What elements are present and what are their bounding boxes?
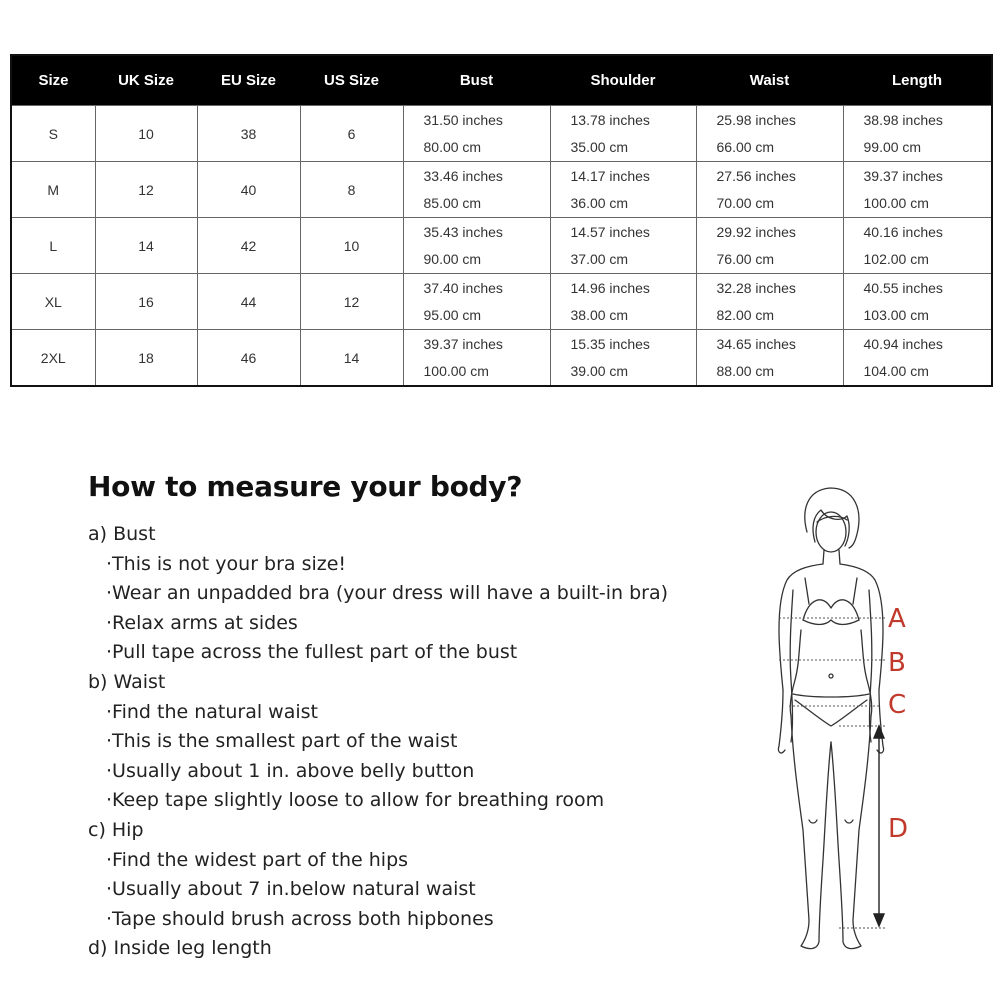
waist-inches: 34.65 inches <box>716 335 796 352</box>
guide-tip: ·Relax arms at sides <box>106 611 298 634</box>
shoulder-cm: 36.00 cm <box>570 195 629 212</box>
guide-title: How to measure your body? <box>88 470 523 503</box>
bust-inches: 33.46 inches <box>423 167 503 184</box>
guide-heading-bust: a) Bust <box>88 523 156 545</box>
waist-cell <box>696 274 843 330</box>
shoulder-inches: 15.35 inches <box>570 335 650 352</box>
bust-cell <box>403 274 550 330</box>
eu-size-cell: 46 <box>197 330 300 387</box>
header-eu-size: EU Size <box>197 55 300 106</box>
bust-cm: 85.00 cm <box>423 195 482 212</box>
uk-size-cell: 12 <box>95 162 197 218</box>
guide-tip: ·This is not your bra size! <box>106 552 347 575</box>
size-chart-table <box>10 54 993 387</box>
uk-size-cell: 18 <box>95 330 197 387</box>
waist-cm: 66.00 cm <box>716 139 775 156</box>
waist-cm: 76.00 cm <box>716 251 775 268</box>
shoulder-cell <box>550 218 696 274</box>
waist-cell <box>696 330 843 387</box>
bust-cm: 80.00 cm <box>423 139 482 156</box>
bust-cell <box>403 106 550 162</box>
guide-tip: ·Pull tape across the fullest part of the bust <box>106 641 518 664</box>
header-length: Length <box>843 55 992 106</box>
guide-tip: ·Find the widest part of the hips <box>106 848 409 871</box>
size-cell: L <box>11 218 95 274</box>
waist-inches: 32.28 inches <box>716 279 796 296</box>
header-us-size: US Size <box>300 55 403 106</box>
bust-inches: 35.43 inches <box>423 223 503 240</box>
header-shoulder: Shoulder <box>550 55 696 106</box>
bust-inches: 37.40 inches <box>423 279 503 296</box>
figure-label-d: D <box>888 814 909 844</box>
waist-cell <box>696 218 843 274</box>
guide-tip: ·Keep tape slightly loose to allow for breathing room <box>106 789 605 812</box>
size-chart-header-row <box>11 55 992 106</box>
length-cell <box>843 330 992 387</box>
waist-inches: 25.98 inches <box>716 111 796 128</box>
eu-size-cell: 38 <box>197 106 300 162</box>
bust-cell <box>403 162 550 218</box>
length-cm: 100.00 cm <box>863 195 929 212</box>
bust-cell <box>403 218 550 274</box>
bust-inches: 31.50 inches <box>423 111 503 128</box>
bust-cm: 90.00 cm <box>423 251 482 268</box>
length-cell <box>843 106 992 162</box>
shoulder-inches: 14.57 inches <box>570 223 650 240</box>
bust-cm: 100.00 cm <box>423 363 489 380</box>
length-cell <box>843 162 992 218</box>
shoulder-cell <box>550 106 696 162</box>
length-inches: 39.37 inches <box>863 167 943 184</box>
shoulder-cm: 35.00 cm <box>570 139 629 156</box>
header-waist: Waist <box>696 55 843 106</box>
length-cm: 99.00 cm <box>863 139 922 156</box>
us-size-cell: 6 <box>300 106 403 162</box>
size-cell: M <box>11 162 95 218</box>
header-size: Size <box>11 55 95 106</box>
shoulder-cm: 38.00 cm <box>570 307 629 324</box>
guide-heading-hip: c) Hip <box>88 818 144 841</box>
length-inches: 40.94 inches <box>863 335 943 352</box>
size-cell: S <box>11 106 95 162</box>
shoulder-cm: 39.00 cm <box>570 363 629 380</box>
guide-tip: ·Usually about 1 in. above belly button <box>106 759 475 782</box>
us-size-cell: 8 <box>300 162 403 218</box>
waist-cm: 70.00 cm <box>716 195 775 212</box>
guide-tip: ·This is the smallest part of the waist <box>106 730 458 753</box>
table-row <box>11 274 992 330</box>
figure-label-b: B <box>888 648 906 678</box>
guide-heading-waist: b) Waist <box>88 670 166 693</box>
waist-cm: 88.00 cm <box>716 363 775 380</box>
length-cell <box>843 218 992 274</box>
bust-cell <box>403 330 550 387</box>
table-row <box>11 162 992 218</box>
measurement-guide-list <box>88 520 668 964</box>
waist-cell <box>696 106 843 162</box>
us-size-cell: 14 <box>300 330 403 387</box>
shoulder-inches: 14.17 inches <box>570 167 650 184</box>
waist-cm: 82.00 cm <box>716 307 775 324</box>
body-measurement-figure-icon <box>755 480 925 970</box>
shoulder-cell <box>550 274 696 330</box>
table-row <box>11 106 992 162</box>
guide-tip: ·Find the natural waist <box>106 700 318 723</box>
shoulder-cell <box>550 162 696 218</box>
shoulder-inches: 14.96 inches <box>570 279 650 296</box>
header-bust: Bust <box>403 55 550 106</box>
shoulder-cm: 37.00 cm <box>570 251 629 268</box>
waist-inches: 29.92 inches <box>716 223 796 240</box>
length-inches: 38.98 inches <box>863 111 943 128</box>
us-size-cell: 10 <box>300 218 403 274</box>
table-row <box>11 330 992 387</box>
length-inches: 40.16 inches <box>863 223 943 240</box>
figure-label-a: A <box>888 604 906 634</box>
guide-tip: ·Wear an unpadded bra (your dress will have a built-in bra) <box>106 582 669 605</box>
uk-size-cell: 10 <box>95 106 197 162</box>
uk-size-cell: 14 <box>95 218 197 274</box>
figure-label-c: C <box>888 690 907 720</box>
eu-size-cell: 42 <box>197 218 300 274</box>
table-row <box>11 218 992 274</box>
length-cm: 102.00 cm <box>863 251 929 268</box>
length-cell <box>843 274 992 330</box>
uk-size-cell: 16 <box>95 274 197 330</box>
bust-cm: 95.00 cm <box>423 307 482 324</box>
shoulder-inches: 13.78 inches <box>570 111 650 128</box>
guide-tip: ·Usually about 7 in.below natural waist <box>106 878 476 901</box>
length-inches: 40.55 inches <box>863 279 943 296</box>
guide-heading-inside-leg: d) Inside leg length <box>88 937 272 960</box>
length-cm: 103.00 cm <box>863 307 929 324</box>
size-cell: 2XL <box>11 330 95 387</box>
shoulder-cell <box>550 330 696 387</box>
us-size-cell: 12 <box>300 274 403 330</box>
size-cell: XL <box>11 274 95 330</box>
eu-size-cell: 40 <box>197 162 300 218</box>
bust-inches: 39.37 inches <box>423 335 503 352</box>
header-uk-size: UK Size <box>95 55 197 106</box>
guide-tip: ·Tape should brush across both hipbones <box>106 907 494 930</box>
length-cm: 104.00 cm <box>863 363 929 380</box>
waist-inches: 27.56 inches <box>716 167 796 184</box>
eu-size-cell: 44 <box>197 274 300 330</box>
waist-cell <box>696 162 843 218</box>
